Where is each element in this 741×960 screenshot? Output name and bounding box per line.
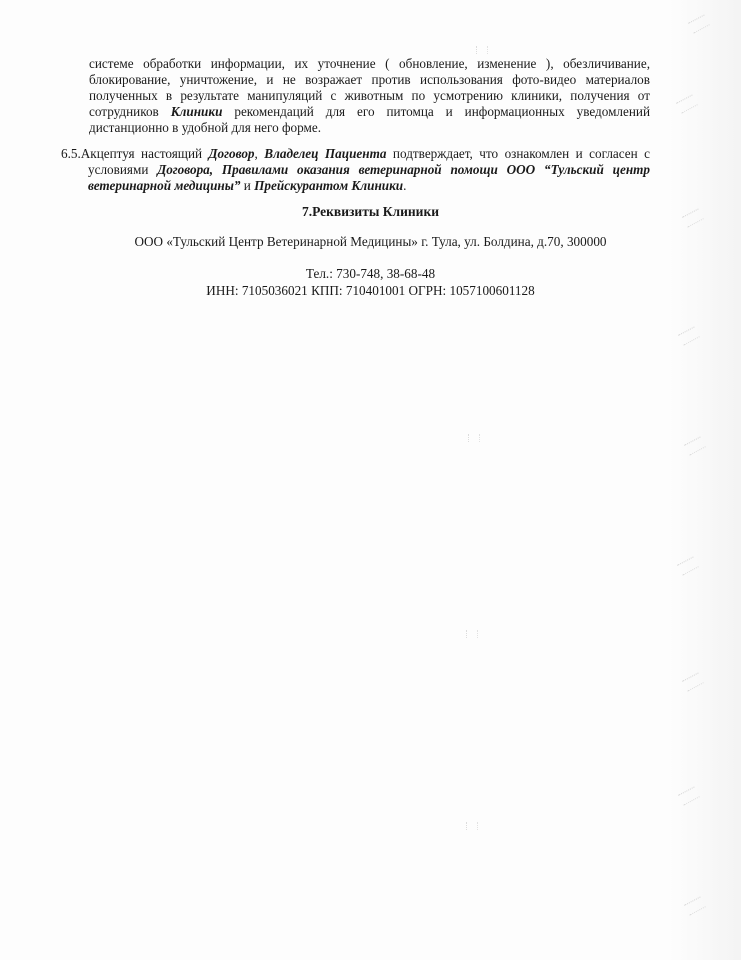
continuation-bold-clinic: Клиники	[170, 104, 223, 119]
clause-text: и	[243, 178, 251, 193]
clause-6-5-text	[61, 146, 650, 194]
scan-speck	[466, 630, 478, 638]
clause-text: подтверждает, что ознакомлен и согласен с условиями	[88, 146, 651, 177]
scan-shadow-edge	[669, 0, 741, 960]
requisites-address: ООО «Тульский Центр Ветеринарной Медицины» г. Тула, ул. Болдина, д.70, 300000	[134, 234, 607, 249]
clause-bold-term: Договор	[208, 146, 255, 161]
clause-6-5	[61, 146, 650, 194]
continuation-text: системе обработки информации, их уточнение ( обновление, изменение ), обезличивание, блокирование, уничтожение, и не возражает против использования фото-видео материалов полученных в результате манипуляций с животным по усмотрению клиники, получения от сотрудников	[89, 56, 650, 119]
requisites-phone: Тел.: 730-748, 38-68-48	[305, 266, 436, 281]
scan-speck	[476, 46, 488, 54]
clause-number: 6.5.	[61, 146, 81, 161]
scan-speck	[466, 822, 478, 830]
clause-bold-term: Прейскурантом Клиники	[254, 178, 404, 193]
clause-text: .	[403, 178, 407, 193]
clause-text: ,	[254, 146, 258, 161]
clause-text: Акцептуя настоящий	[80, 146, 203, 161]
requisites-ids: ИНН: 7105036021 КПП: 710401001 ОГРН: 1057100601128	[206, 283, 535, 298]
paragraph-continuation	[89, 56, 650, 136]
clause-bold-term: Владелец Пациента	[264, 146, 387, 161]
clause-bold-term: Договора, Правилами оказания ветеринарной помощи ООО “Тульский центр ветеринарной медицины”	[88, 162, 650, 193]
continuation-text-end: рекомендаций для его питомца и информационных уведомлений дистанционно в удобной для него форме.	[89, 104, 651, 135]
scan-speck	[468, 434, 480, 442]
section-heading: 7.Реквизиты Клиники	[301, 204, 440, 219]
